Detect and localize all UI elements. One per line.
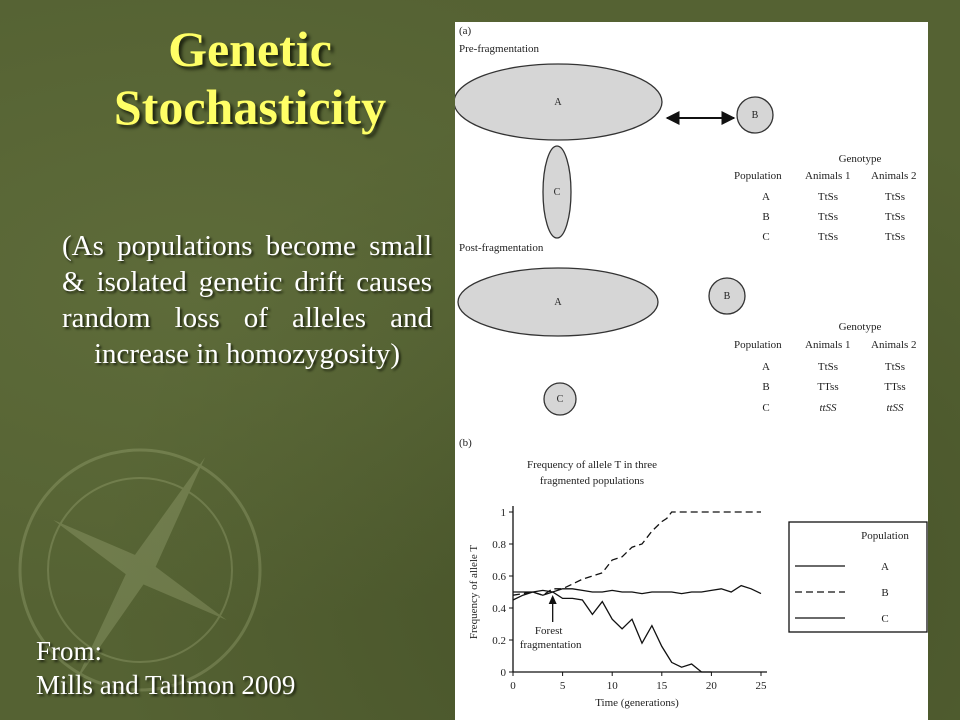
legend-label-a: A: [881, 561, 889, 573]
table-pre-row-a-animal1: TtSs: [817, 191, 839, 203]
title-line-1: Genetic: [168, 21, 332, 77]
table-pre-row-b-animal2: TtSs: [884, 211, 906, 223]
table-pre-row-c-pop: C: [762, 231, 770, 243]
table-post-row-b-pop: B: [762, 381, 770, 393]
genotype-title-pre: Genotype: [838, 153, 882, 165]
pre-fragmentation-label: Pre-fragmentation: [459, 43, 540, 55]
x-tick-label: 15: [656, 680, 668, 692]
table-pre-row-c-animal2: TtSs: [884, 231, 906, 243]
panel-a-label: (a): [459, 25, 472, 37]
title-line-2: Stochasticity: [113, 79, 387, 135]
table-post-row-c-animal1: ttSS: [819, 402, 837, 414]
chart-title-line-1: Frequency of allele T in three: [526, 459, 658, 471]
x-tick-label: 10: [606, 680, 618, 692]
y-tick-label: 1: [500, 507, 506, 519]
legend-title: Population: [861, 530, 909, 542]
y-tick-label: 0.6: [492, 571, 506, 583]
genotype-title-post: Genotype: [838, 321, 882, 333]
table-post-header-animals-2: Animals 2: [871, 339, 917, 351]
table-post-row-a-animal2: TtSs: [884, 361, 906, 373]
table-post-row-a-pop: A: [762, 361, 770, 373]
y-tick-label: 0.8: [492, 539, 506, 551]
y-tick-label: 0.2: [492, 635, 506, 647]
table-pre-row-a-pop: A: [762, 191, 770, 203]
annotation-text-line-1: Forest: [534, 625, 563, 637]
table-post-row-c-animal2: ttSS: [886, 402, 904, 414]
pre-population-c-label: C: [553, 187, 561, 198]
chart-title-line-2: fragmented populations: [539, 475, 645, 487]
table-pre-row-b-pop: B: [762, 211, 770, 223]
y-axis-title: Frequency of allele T: [468, 544, 480, 640]
post-population-a-label: A: [554, 297, 562, 308]
y-tick-label: 0: [500, 667, 506, 679]
credit-line-2: Mills and Tallmon 2009: [36, 670, 296, 700]
x-tick-label: 5: [559, 680, 566, 692]
credit-line-1: From:: [36, 636, 103, 666]
x-tick-label: 0: [510, 680, 516, 692]
annotation-text-line-2: fragmentation: [519, 639, 582, 651]
figure-panel: [455, 22, 928, 720]
table-pre-header-animals-2: Animals 2: [871, 170, 917, 182]
post-population-c-label: C: [556, 394, 564, 405]
x-axis-title: Time (generations): [595, 697, 679, 709]
table-post-row-a-animal1: TtSs: [817, 361, 839, 373]
table-post-row-b-animal2: TTss: [884, 381, 906, 393]
slide-title: [80, 20, 420, 136]
table-post-row-b-animal1: TTss: [817, 381, 839, 393]
table-pre-row-a-animal2: TtSs: [884, 191, 906, 203]
source-credit: [36, 634, 295, 702]
figure-svg: [455, 22, 928, 720]
table-post-row-c-pop: C: [762, 402, 770, 414]
table-pre-row-c-animal1: TtSs: [817, 231, 839, 243]
post-population-b-label: B: [723, 291, 731, 302]
legend-label-c: C: [881, 613, 889, 625]
table-post-header-population: Population: [734, 339, 782, 351]
table-pre-header-population: Population: [734, 170, 782, 182]
post-fragmentation-label: Post-fragmentation: [459, 242, 544, 254]
legend-label-b: B: [881, 587, 889, 599]
x-tick-label: 20: [705, 680, 717, 692]
series-line-b: [513, 512, 761, 595]
y-tick-label: 0.4: [492, 603, 506, 615]
annotation-arrow-head: [549, 595, 557, 604]
chart-area: [468, 506, 927, 709]
panel-b-label: (b): [459, 437, 472, 449]
table-pre-header-animals-1: Animals 1: [805, 170, 851, 182]
table-post-header-animals-1: Animals 1: [805, 339, 851, 351]
table-pre-row-b-animal1: TtSs: [817, 211, 839, 223]
slide-subtitle: (As populations become small & isolated genetic drift causes random loss of alleles and increase in homozygosity): [62, 230, 432, 370]
x-tick-label: 25: [755, 680, 767, 692]
pre-population-b-label: B: [751, 110, 759, 121]
pre-population-a-label: A: [554, 97, 562, 108]
